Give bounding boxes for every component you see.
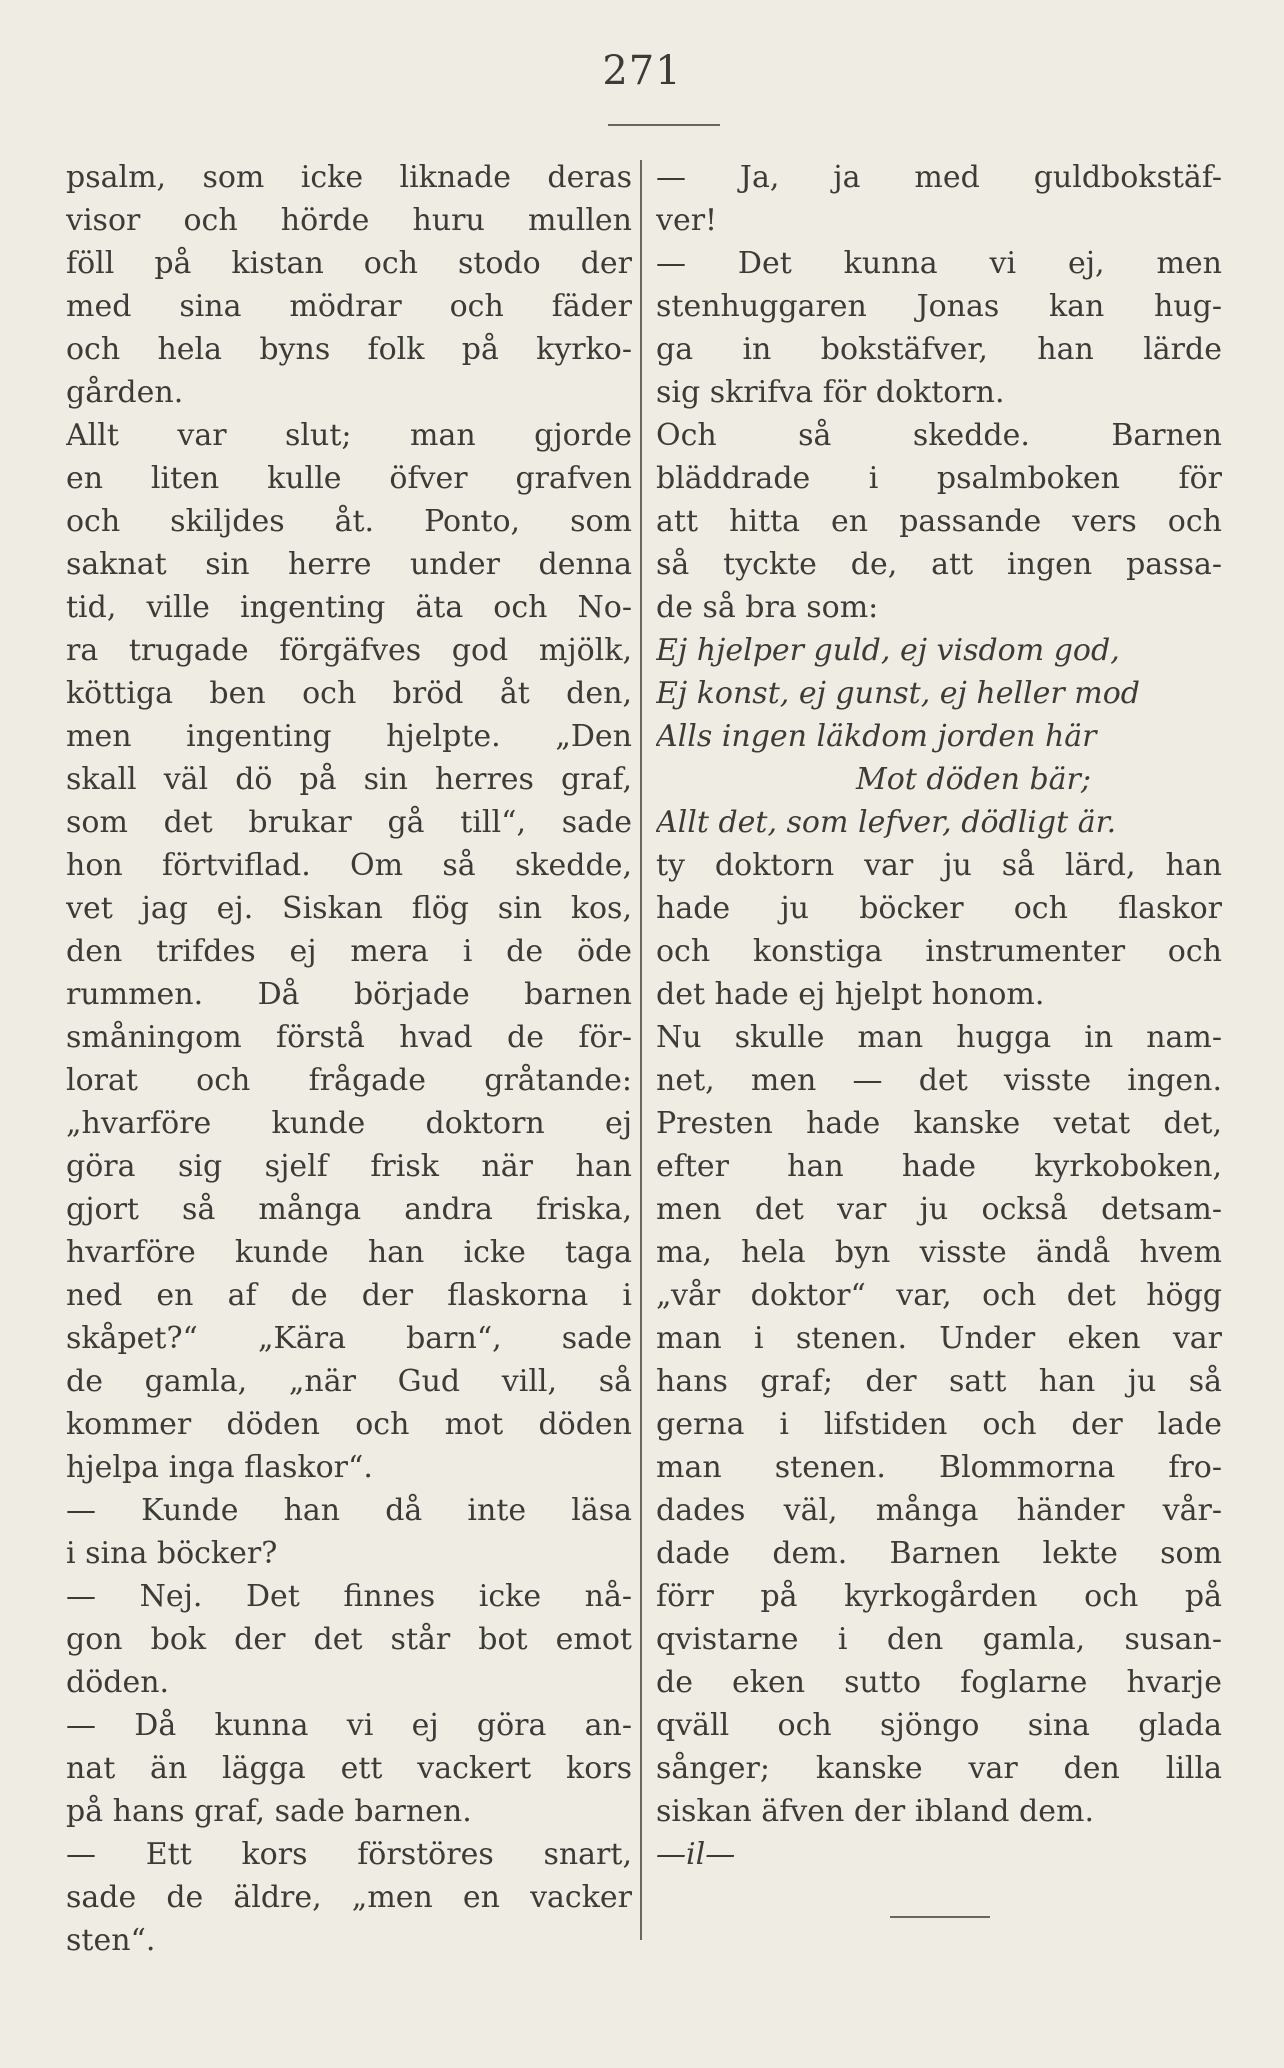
text-line: Allt var slut; man gjorde — [66, 418, 632, 453]
text-line: på hans graf, sade barnen. — [66, 1794, 472, 1829]
text-line: qväll och sjöngo sina glada — [656, 1708, 1222, 1743]
column-divider — [640, 160, 642, 1940]
text-line: hans graf; der satt han ju så — [656, 1364, 1222, 1399]
text-line: det hade ej hjelpt honom. — [656, 977, 1045, 1012]
text-line: „hvarföre kunde doktorn ej — [66, 1106, 632, 1141]
text-line: rummen. Då började barnen — [66, 977, 632, 1012]
text-line: döden. — [66, 1665, 170, 1700]
end-rule — [890, 1916, 990, 1918]
right-column-prose-bottom — [656, 844, 1222, 1833]
text-line: — Ja, ja med guldbokstäf- — [656, 160, 1222, 195]
text-line: hvarföre kunde han icke taga — [66, 1235, 632, 1270]
text-line: saknat sin herre under denna — [66, 547, 632, 582]
text-line: men det var ju också detsam- — [656, 1192, 1222, 1227]
text-line: stenhuggaren Jonas kan hug- — [656, 289, 1222, 324]
text-line: skall väl dö på sin herres graf, — [66, 762, 632, 797]
text-line: en liten kulle öfver grafven — [66, 461, 632, 496]
text-line: ra trugade förgäfves god mjölk, — [66, 633, 632, 668]
text-line: Allt det, som lefver, dödligt är. — [656, 805, 1117, 840]
text-line: tid, ville ingenting äta och No- — [66, 590, 632, 625]
text-line: ty doktorn var ju så lärd, han — [656, 848, 1222, 883]
left-column — [66, 156, 632, 1962]
text-line: de så bra som: — [656, 590, 879, 625]
text-line: de gamla, „när Gud vill, så — [66, 1364, 632, 1399]
text-line: nat än lägga ett vackert kors — [66, 1751, 632, 1786]
text-line: net, men — det visste ingen. — [656, 1063, 1222, 1098]
text-line: Nu skulle man hugga in nam- — [656, 1020, 1222, 1055]
text-line: hjelpa inga flaskor“. — [66, 1450, 373, 1485]
text-line: och konstiga instrumenter och — [656, 934, 1222, 969]
text-line: ned en af de der flaskorna i — [66, 1278, 632, 1313]
text-line: visor och hörde huru mullen — [66, 203, 632, 238]
text-line: hon förtviflad. Om så skedde, — [66, 848, 632, 883]
text-line: lorat och frågade gråtande: — [66, 1063, 632, 1098]
text-line: „vår doktor“ var, och det högg — [656, 1278, 1222, 1313]
text-line: den trifdes ej mera i de öde — [66, 934, 632, 969]
text-line: Alls ingen läkdom jorden här — [656, 719, 1097, 754]
text-line: förr på kyrkogården och på — [656, 1579, 1222, 1614]
text-line: Presten hade kanske vetat det, — [656, 1106, 1222, 1141]
text-line: så tyckte de, att ingen passa- — [656, 547, 1222, 582]
text-line: man stenen. Blommorna fro- — [656, 1450, 1222, 1485]
text-line: qvistarne i den gamla, susan- — [656, 1622, 1222, 1657]
text-line: med sina mödrar och fäder — [66, 289, 632, 324]
text-line: göra sig sjelf frisk när han — [66, 1149, 632, 1184]
text-line: sade de äldre, „men en vacker — [66, 1880, 632, 1915]
text-line: ver! — [656, 203, 718, 238]
text-line: gården. — [66, 375, 184, 410]
text-line: bläddrade i psalmboken för — [656, 461, 1222, 496]
hymn-verse — [656, 629, 1222, 844]
text-line: — Nej. Det finnes icke nå- — [66, 1579, 632, 1614]
text-line: psalm, som icke liknade deras — [66, 160, 632, 195]
page-number: 271 — [602, 48, 682, 94]
text-line: — Då kunna vi ej göra an- — [66, 1708, 632, 1743]
text-line: gon bok der det står bot emot — [66, 1622, 632, 1657]
text-line: efter han hade kyrkoboken, — [656, 1149, 1222, 1184]
right-column-prose-top — [656, 156, 1222, 629]
text-line: dade dem. Barnen lekte som — [656, 1536, 1222, 1571]
right-column — [656, 156, 1222, 1876]
text-line: vet jag ej. Siskan flög sin kos, — [66, 891, 632, 926]
text-line: Mot döden bär; — [856, 762, 1091, 797]
text-line: småningom förstå hvad de för- — [66, 1020, 632, 1055]
text-line: Ej konst, ej gunst, ej heller mod — [656, 676, 1140, 711]
text-line: de eken sutto foglarne hvarje — [656, 1665, 1222, 1700]
text-line: man i stenen. Under eken var — [656, 1321, 1222, 1356]
top-rule — [608, 124, 720, 126]
text-line: skåpet?“ „Kära barn“, sade — [66, 1321, 632, 1356]
text-line: sånger; kanske var den lilla — [656, 1751, 1222, 1786]
text-line: men ingenting hjelpte. „Den — [66, 719, 632, 754]
text-line: — Det kunna vi ej, men — [656, 246, 1222, 281]
text-line: köttiga ben och bröd åt den, — [66, 676, 632, 711]
text-line: och skiljdes åt. Ponto, som — [66, 504, 632, 539]
text-line: som det brukar gå till“, sade — [66, 805, 632, 840]
text-line: att hitta en passande vers och — [656, 504, 1222, 539]
text-line: Ej hjelper guld, ej visdom god, — [656, 633, 1120, 668]
text-line: hade ju böcker och flaskor — [656, 891, 1222, 926]
text-line: och hela byns folk på kyrko- — [66, 332, 632, 367]
text-line: sig skrifva för doktorn. — [656, 375, 1005, 410]
text-line: ma, hela byn visste ändå hvem — [656, 1235, 1222, 1270]
text-line: föll på kistan och stodo der — [66, 246, 632, 281]
text-line: siskan äfven der ibland dem. — [656, 1794, 1094, 1829]
text-line: sten“. — [66, 1923, 156, 1958]
text-line: dades väl, många händer vår- — [656, 1493, 1222, 1528]
text-line: — Ett kors förstöres snart, — [66, 1837, 632, 1872]
text-line: Och så skedde. Barnen — [656, 418, 1222, 453]
text-line: ga in bokstäfver, han lärde — [656, 332, 1222, 367]
text-line: kommer döden och mot döden — [66, 1407, 632, 1442]
text-line: gerna i lifstiden och der lade — [656, 1407, 1222, 1442]
text-line: i sina böcker? — [66, 1536, 278, 1571]
author-signature: —il— — [656, 1837, 736, 1872]
text-line: — Kunde han då inte läsa — [66, 1493, 632, 1528]
text-line: gjort så många andra friska, — [66, 1192, 632, 1227]
